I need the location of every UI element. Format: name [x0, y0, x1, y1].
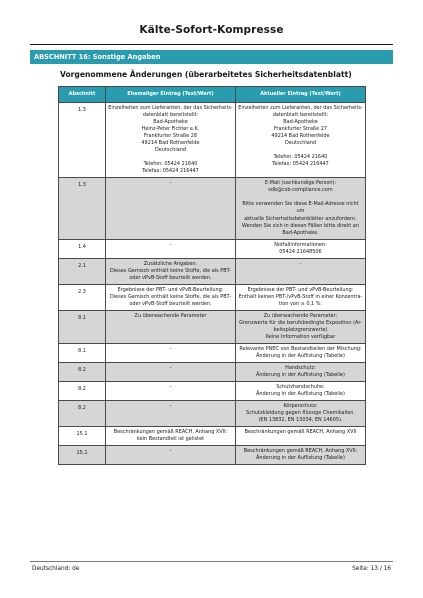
cell-text-line: [238, 194, 363, 201]
cell-text-line: Bad-Apotheke: [153, 119, 188, 126]
cell-old-entry: [106, 310, 236, 343]
footer-country: Deutschland: de: [32, 566, 80, 572]
cell-text-line: Grenzwerte für die berufsbedingte Exposition (Ar-: [239, 319, 362, 326]
cell-old-entry: [106, 427, 236, 446]
cell-old-entry: [106, 284, 236, 310]
cell-text-line: kein Bestandteil ist gelistet: [136, 436, 205, 443]
table-row: [59, 103, 366, 178]
table-row: [59, 382, 366, 401]
cell-text-line: -: [169, 403, 172, 410]
changes-table: [58, 86, 366, 465]
cell-text-line: Beschränkungen gemäß REACH, Anhang XVII:: [243, 448, 358, 455]
cell-text-line: Dieses Gemisch enthält keine Stoffe, die als PBT-: [110, 267, 231, 274]
cell-old-entry: [106, 103, 236, 178]
cell-text-line: Enthält keinen PBT-/vPvB-Stoff in einer Konzentra-: [238, 293, 363, 300]
cell-text-line: Änderung in der Auflistung (Tabelle): [255, 391, 345, 398]
cell-new-entry: [236, 239, 366, 258]
cell-new-entry: [236, 178, 366, 239]
table-row: [59, 310, 366, 343]
footer-page-number: Seite: 13 / 16: [352, 566, 391, 572]
cell-text-line: Frankfurter Straße 27: [273, 126, 328, 133]
cell-text-line: Zu überwachende Parameter:: [263, 312, 338, 319]
cell-text-line: oder vPvB-Stoff beurteilt werden.: [129, 300, 212, 307]
cell-abschnitt: 15.1: [59, 427, 106, 446]
cell-abschnitt: 8.2: [59, 363, 106, 382]
cell-old-entry: [106, 178, 236, 239]
cell-new-entry: [236, 258, 366, 284]
table-row: [59, 343, 366, 362]
title-divider: [30, 44, 393, 45]
cell-text-line: Änderung in der Auflistung (Tabelle): [255, 455, 345, 462]
cell-text-line: sdb@csb-compliance.com: [268, 187, 333, 194]
column-header-abschnitt: Abschnitt: [59, 87, 106, 103]
cell-text-line: Heinz-Peter Fichter e.K.: [141, 126, 200, 133]
cell-old-entry: [106, 382, 236, 401]
cell-new-entry: [236, 427, 366, 446]
cell-abschnitt: 8.2: [59, 401, 106, 427]
cell-text-line: [108, 154, 233, 161]
table-row: [59, 178, 366, 239]
cell-text-line: Deutschland: [285, 140, 316, 147]
cell-text-line: -: [169, 384, 172, 391]
table-row: [59, 446, 366, 465]
cell-text-line: [238, 147, 363, 154]
cell-old-entry: [106, 258, 236, 284]
cell-text-line: -: [169, 180, 172, 187]
table-row: [59, 284, 366, 310]
cell-text-line: -: [299, 260, 302, 267]
table-row: [59, 363, 366, 382]
cell-text-line: Bad-Apotheke.: [282, 229, 319, 236]
table-row: [59, 258, 366, 284]
cell-text-line: beitsplatzgrenzwerte): [273, 326, 328, 333]
cell-text-line: Zusätzliche Angaben:: [143, 260, 198, 267]
cell-abschnitt: 8.2: [59, 382, 106, 401]
table-row: [59, 427, 366, 446]
cell-abschnitt: 1.3: [59, 103, 106, 178]
cell-new-entry: [236, 310, 366, 343]
cell-text-line: Bitte verwenden Sie diese E-Mail-Adresse nicht um: [242, 201, 359, 215]
cell-text-line: Wenden Sie sich in diesen Fällen bitte direkt an: [242, 222, 359, 229]
cell-text-line: datenblatt bereitstellt:: [272, 112, 329, 119]
cell-text-line: Notfallinformationen:: [274, 241, 327, 248]
cell-text-line: Schutzhandschuhe:: [276, 384, 325, 391]
cell-text-line: datenblatt bereitstellt:: [142, 112, 199, 119]
cell-new-entry: [236, 343, 366, 362]
cell-text-line: E-Mail (sachkundige Person):: [264, 180, 337, 187]
cell-old-entry: [106, 239, 236, 258]
table-header-row: [59, 87, 366, 103]
cell-text-line: 05424 21648506: [279, 248, 322, 255]
cell-text-line: Zu überwachende Parameter: [134, 312, 207, 319]
cell-text-line: Ergebnisse der PBT- und vPvB-Beurteilung:: [117, 286, 224, 293]
document-title: Kälte-Sofort-Kompresse: [139, 24, 284, 36]
cell-text-line: Relevante PNEC von Bestandteilen der Mischung:: [239, 345, 362, 352]
cell-text-line: Deutschland: [155, 147, 186, 154]
cell-text-line: -: [169, 365, 172, 372]
column-header-old-entry: Ehemaliger Eintrag (Text/Wert): [106, 87, 236, 103]
cell-text-line: Ergebnisse der PBT- und vPvB-Beurteilung:: [247, 286, 354, 293]
table-heading: Vorgenommene Änderungen (überarbeitetes Sicherheitsdatenblatt): [60, 70, 352, 79]
cell-text-line: Telefon: 05424 21640: [273, 154, 328, 161]
cell-text-line: Telefax: 05424 216447: [272, 161, 329, 168]
cell-text-line: Beschränkungen gemäß REACH, Anhang XVII:: [113, 429, 228, 436]
cell-new-entry: [236, 382, 366, 401]
cell-text-line: Einzelheiten zum Lieferanten, der das Sicherheits-: [238, 105, 363, 112]
footer-divider: [30, 561, 393, 562]
cell-text-line: -: [169, 241, 172, 248]
cell-new-entry: [236, 401, 366, 427]
cell-new-entry: [236, 103, 366, 178]
cell-new-entry: [236, 284, 366, 310]
cell-text-line: oder vPvB-Stoff beurteilt werden.: [129, 274, 212, 281]
cell-text-line: Frankfurter Straße 28: [143, 133, 198, 140]
cell-text-line: Schutzkleidung gegen flüssige Chemikalien.: [246, 410, 355, 417]
column-header-new-entry: Aktueller Eintrag (Text/Wert): [236, 87, 366, 103]
cell-text-line: 49214 Bad Rothenfelde: [141, 140, 200, 147]
cell-text-line: Telefon: 05424 21640: [143, 161, 198, 168]
cell-abschnitt: 2.1: [59, 258, 106, 284]
table-row: [59, 401, 366, 427]
cell-text-line: aktuelle Sicherheitsdatenblätter anzufordern.: [244, 215, 357, 222]
cell-text-line: Änderung in der Auflistung (Tabelle): [255, 353, 345, 359]
cell-text-line: Telefax: 05424 216447: [142, 168, 199, 175]
cell-old-entry: [106, 446, 236, 465]
cell-text-line: Änderung in der Auflistung (Tabelle): [255, 372, 345, 379]
cell-abschnitt: 8.1: [59, 310, 106, 343]
cell-text-line: Bad-Apotheke: [283, 119, 318, 126]
table-body: [59, 103, 366, 465]
cell-text-line: Einzelheiten zum Lieferanten, der das Sicherheits-: [108, 105, 233, 112]
cell-text-line: Keine Information verfügbar: [265, 333, 336, 340]
cell-old-entry: [106, 343, 236, 362]
cell-text-line: Beschränkungen gemäß REACH, Anhang XVII: [244, 429, 357, 436]
section-heading: ABSCHNITT 16: Sonstige Angaben: [30, 50, 393, 64]
cell-text-line: -: [169, 448, 172, 455]
cell-new-entry: [236, 446, 366, 465]
cell-abschnitt: 2.3: [59, 284, 106, 310]
table-row: [59, 239, 366, 258]
cell-text-line: (EN 13832, EN 13034, EN 14605).: [258, 417, 343, 424]
cell-abschnitt: 8.1: [59, 343, 106, 362]
cell-abschnitt: 15.1: [59, 446, 106, 465]
cell-abschnitt: 1.4: [59, 239, 106, 258]
cell-text-line: tion von ≥ 0,1 %.: [278, 300, 323, 307]
cell-old-entry: [106, 401, 236, 427]
cell-old-entry: [106, 363, 236, 382]
cell-text-line: Handschutz:: [285, 365, 316, 372]
cell-text-line: 49214 Bad Rothenfelde: [271, 133, 330, 140]
cell-new-entry: [236, 363, 366, 382]
cell-abschnitt: 1.3: [59, 178, 106, 239]
cell-text-line: Dieses Gemisch enthält keine Stoffe, die als PBT-: [110, 293, 231, 300]
cell-text-line: -: [169, 345, 172, 352]
cell-text-line: Körperschutz:: [283, 403, 318, 410]
